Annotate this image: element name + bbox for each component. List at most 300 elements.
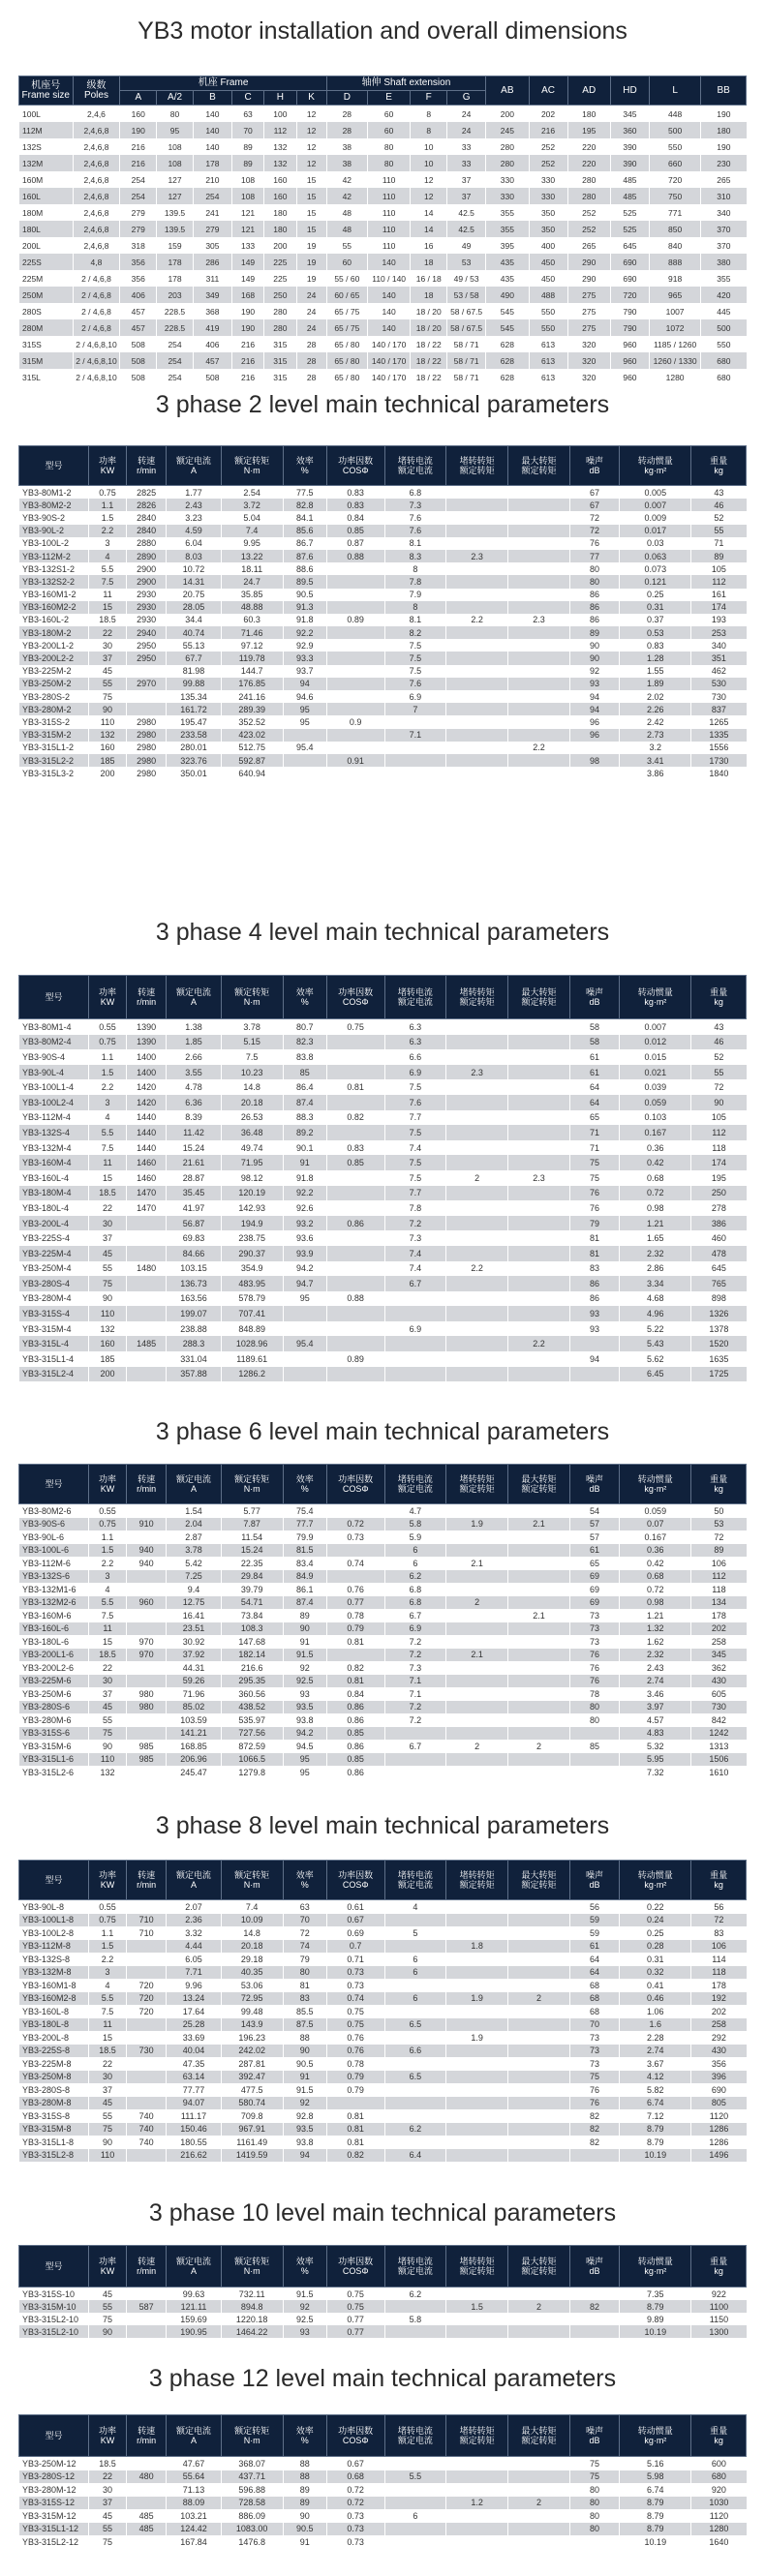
pole10-table xyxy=(18,2245,747,2338)
value-cell xyxy=(508,2071,570,2084)
value-cell: 7.25 xyxy=(167,1570,222,1584)
value-cell: 0.76 xyxy=(326,1583,384,1596)
value-cell: 2 xyxy=(508,1740,570,1753)
value-cell xyxy=(508,486,570,500)
value-cell xyxy=(127,1230,167,1246)
table-row xyxy=(19,2535,747,2549)
dimension-cell: 220 xyxy=(567,155,610,171)
model-cell: YB3-160M1-2 xyxy=(19,589,89,601)
model-cell: YB3-315M-10 xyxy=(19,2300,89,2313)
dimension-cell: 2 / 4,6,8 xyxy=(73,287,120,303)
dimension-cell: 140 / 170 xyxy=(367,369,410,385)
dimension-cell: 355 xyxy=(486,221,529,237)
dimension-cell: 139.5 xyxy=(157,221,194,237)
column-header: 重量 kg xyxy=(691,1465,747,1504)
value-cell: 5.77 xyxy=(221,1504,283,1518)
pole8-table xyxy=(18,1860,747,2162)
value-cell xyxy=(446,1966,508,1980)
model-cell: YB3-315L2-4 xyxy=(19,1367,89,1382)
value-cell: 30 xyxy=(89,2071,127,2084)
dimension-cell: 112 xyxy=(264,122,296,138)
value-cell: 68 xyxy=(569,1992,619,2006)
column-header: 型号 xyxy=(19,2415,89,2457)
value-cell: 75 xyxy=(89,690,127,703)
value-cell: 91 xyxy=(283,1155,326,1170)
value-cell: 93.3 xyxy=(283,652,326,664)
value-cell: 92 xyxy=(569,665,619,678)
value-cell: 11.42 xyxy=(167,1125,222,1140)
table-row xyxy=(19,1609,747,1622)
value-cell xyxy=(446,1321,508,1337)
dimension-cell: 180 xyxy=(701,122,747,138)
dimension-cell: 10 xyxy=(411,155,447,171)
value-cell: 5.95 xyxy=(620,1753,691,1767)
value-cell: 2950 xyxy=(127,639,167,652)
value-cell: 345 xyxy=(691,1649,747,1662)
table-row xyxy=(19,1753,747,1767)
column-header: BB xyxy=(701,76,747,106)
value-cell: 103.21 xyxy=(167,2509,222,2523)
value-cell: 290.37 xyxy=(221,1246,283,1261)
value-cell: 5.5 xyxy=(89,1125,127,1140)
value-cell: 69.83 xyxy=(167,1230,222,1246)
value-cell: 2950 xyxy=(127,652,167,664)
model-cell: YB3-132M-8 xyxy=(19,1966,89,1980)
value-cell: 68 xyxy=(569,1979,619,1992)
model-cell: YB3-200L2-6 xyxy=(19,1661,89,1675)
value-cell: 18.5 xyxy=(89,1186,127,1201)
value-cell: 0.76 xyxy=(326,2031,384,2045)
value-cell: 136.73 xyxy=(167,1276,222,1291)
value-cell: 842 xyxy=(691,1713,747,1727)
frame-size-cell: 160L xyxy=(19,188,74,204)
value-cell xyxy=(446,2018,508,2032)
dimension-cell: 140 xyxy=(193,138,231,155)
table-row xyxy=(19,237,747,254)
value-cell: 85.02 xyxy=(167,1701,222,1714)
dimension-cell: 65 / 80 xyxy=(326,336,367,352)
dimension-cell: 2 / 4,6,8,10 xyxy=(73,369,120,385)
value-cell xyxy=(127,1953,167,1966)
value-cell: 0.77 xyxy=(326,2313,384,2325)
model-cell: YB3-160M1-8 xyxy=(19,1979,89,1992)
dimension-cell: 80 xyxy=(367,155,410,171)
value-cell: 0.36 xyxy=(620,1544,691,1558)
model-cell: YB3-200L2-2 xyxy=(19,652,89,664)
model-cell: YB3-315S-8 xyxy=(19,2109,89,2123)
value-cell: 478 xyxy=(691,1246,747,1261)
value-cell xyxy=(127,2057,167,2071)
model-cell: YB3-90S-4 xyxy=(19,1049,89,1065)
dimension-cell: 140 xyxy=(367,303,410,319)
dimension-cell: 349 xyxy=(193,287,231,303)
value-cell: 89.5 xyxy=(283,575,326,588)
value-cell: 80 xyxy=(569,2497,619,2510)
value-cell: 196.23 xyxy=(221,2031,283,2045)
value-cell: 7.5 xyxy=(89,1140,127,1156)
value-cell xyxy=(326,1095,384,1110)
value-cell: 7.4 xyxy=(384,1246,446,1261)
value-cell: 206.96 xyxy=(167,1753,222,1767)
value-cell: 11 xyxy=(89,589,127,601)
table-row xyxy=(19,742,747,754)
value-cell: 94.7 xyxy=(283,1276,326,1291)
value-cell: 4 xyxy=(89,1979,127,1992)
table-row xyxy=(19,352,747,369)
value-cell: 7.7 xyxy=(384,1110,446,1126)
value-cell xyxy=(446,2535,508,2549)
dimension-cell: 28 xyxy=(296,369,326,385)
value-cell xyxy=(446,525,508,537)
value-cell xyxy=(446,1125,508,1140)
dimension-cell: 140 / 170 xyxy=(367,352,410,369)
value-cell: 85.6 xyxy=(283,525,326,537)
value-cell: 105 xyxy=(691,562,747,575)
model-cell: YB3-315L2-6 xyxy=(19,1766,89,1779)
value-cell: 480 xyxy=(127,2470,167,2484)
value-cell: 6.7 xyxy=(384,1740,446,1753)
dimension-cell: 254 xyxy=(193,188,231,204)
dimension-cell: 4,8 xyxy=(73,254,120,270)
value-cell: 1640 xyxy=(691,2535,747,2549)
value-cell xyxy=(127,2097,167,2110)
value-cell xyxy=(508,1216,570,1231)
model-cell: YB3-280M-12 xyxy=(19,2483,89,2497)
model-cell: YB3-112M-4 xyxy=(19,1110,89,1126)
value-cell xyxy=(446,1049,508,1065)
value-cell: 121.11 xyxy=(167,2300,222,2313)
table-row xyxy=(19,1992,747,2006)
value-cell: 6.74 xyxy=(620,2097,691,2110)
value-cell: 75.4 xyxy=(283,1504,326,1518)
model-cell: YB3-80M2-6 xyxy=(19,1504,89,1518)
value-cell: 2.66 xyxy=(167,1049,222,1065)
value-cell: 80 xyxy=(569,2509,619,2523)
column-header: 功率因数 COSΦ xyxy=(326,2246,384,2288)
value-cell: 730 xyxy=(127,2045,167,2058)
value-cell: 176.85 xyxy=(221,678,283,690)
value-cell: 0.103 xyxy=(620,1110,691,1126)
column-header: 功率因数 COSΦ xyxy=(326,446,384,486)
value-cell: 430 xyxy=(691,1675,747,1688)
value-cell: 76 xyxy=(569,1186,619,1201)
dimension-cell: 12 xyxy=(296,122,326,138)
value-cell xyxy=(127,1713,167,1727)
value-cell: 91.8 xyxy=(283,614,326,626)
value-cell: 168.85 xyxy=(167,1740,222,1753)
table-row xyxy=(19,2005,747,2018)
dimension-cell: 311 xyxy=(193,270,231,287)
dimension-cell: 178 xyxy=(157,254,194,270)
dimension-cell: 19 xyxy=(296,254,326,270)
value-cell: 0.81 xyxy=(326,2136,384,2149)
value-cell: 85 xyxy=(569,1740,619,1753)
value-cell xyxy=(446,1530,508,1544)
column-header: 机座 Frame xyxy=(120,76,326,91)
value-cell: 0.98 xyxy=(620,1200,691,1216)
value-cell: 45 xyxy=(89,1246,127,1261)
column-header: 转速 r/min xyxy=(127,1861,167,1900)
value-cell: 7.5 xyxy=(89,2005,127,2018)
model-cell: YB3-250M-12 xyxy=(19,2457,89,2470)
value-cell: 0.46 xyxy=(620,1992,691,2006)
value-cell: 118 xyxy=(691,1140,747,1156)
value-cell xyxy=(569,2535,619,2549)
value-cell: 7.7 xyxy=(384,1186,446,1201)
value-cell: 2 xyxy=(446,1170,508,1186)
value-cell: 5.9 xyxy=(384,1530,446,1544)
value-cell xyxy=(326,1504,384,1518)
value-cell: 75 xyxy=(569,2071,619,2084)
value-cell: 1480 xyxy=(127,1261,167,1277)
value-cell: 2.28 xyxy=(620,2031,691,2045)
value-cell: 40.35 xyxy=(221,1966,283,1980)
value-cell: 0.007 xyxy=(620,1019,691,1035)
value-cell: 14.8 xyxy=(221,1926,283,1940)
model-cell: YB3-280M-4 xyxy=(19,1291,89,1307)
dimension-cell: 2,4,6,8 xyxy=(73,204,120,221)
value-cell: 167.84 xyxy=(167,2535,222,2549)
column-header: 型号 xyxy=(19,446,89,486)
value-cell: 7.4 xyxy=(221,1900,283,1914)
table-row xyxy=(19,1351,747,1367)
model-cell: YB3-280M-8 xyxy=(19,2097,89,2110)
value-cell: 195.47 xyxy=(167,715,222,728)
table-row xyxy=(19,499,747,511)
table-row xyxy=(19,1291,747,1307)
dimension-cell: 190 xyxy=(231,319,263,336)
value-cell: 740 xyxy=(127,2123,167,2137)
value-cell: 75 xyxy=(89,2123,127,2137)
value-cell xyxy=(446,1230,508,1246)
value-cell: 2970 xyxy=(127,678,167,690)
value-cell xyxy=(569,742,619,754)
value-cell: 95 xyxy=(283,703,326,715)
model-cell: YB3-112M-8 xyxy=(19,1940,89,1954)
value-cell: 2.87 xyxy=(167,1530,222,1544)
value-cell: 0.71 xyxy=(326,1953,384,1966)
value-cell: 2.73 xyxy=(620,729,691,742)
column-header: 最大转矩 额定转矩 xyxy=(508,1465,570,1504)
value-cell: 872.59 xyxy=(221,1740,283,1753)
value-cell: 74 xyxy=(283,1940,326,1954)
dimension-cell: 500 xyxy=(649,122,700,138)
value-cell: 90 xyxy=(89,1291,127,1307)
table-row xyxy=(19,2031,747,2045)
dimension-cell: 450 xyxy=(529,270,567,287)
value-cell: 18.5 xyxy=(89,614,127,626)
value-cell: 73 xyxy=(569,1609,619,1622)
value-cell xyxy=(446,1713,508,1727)
value-cell: 0.68 xyxy=(326,2470,384,2484)
value-cell: 4 xyxy=(384,1900,446,1914)
model-cell: YB3-315S-12 xyxy=(19,2497,89,2510)
value-cell: 980 xyxy=(127,1701,167,1714)
value-cell: 52 xyxy=(691,1049,747,1065)
value-cell: 6 xyxy=(384,2509,446,2523)
value-cell: 360.56 xyxy=(221,1687,283,1701)
value-cell: 52 xyxy=(691,511,747,524)
dimension-cell: 660 xyxy=(649,155,700,171)
value-cell: 2.86 xyxy=(620,1261,691,1277)
value-cell xyxy=(127,690,167,703)
value-cell xyxy=(127,1530,167,1544)
value-cell: 45 xyxy=(89,2097,127,2110)
value-cell: 12.75 xyxy=(167,1596,222,1610)
value-cell: 1.5 xyxy=(89,1544,127,1558)
value-cell xyxy=(127,1321,167,1337)
value-cell: 93.5 xyxy=(283,1701,326,1714)
value-cell xyxy=(127,2149,167,2163)
value-cell: 1028.96 xyxy=(221,1336,283,1351)
dimension-cell: 33 xyxy=(447,138,486,155)
dimension-cell: 63 xyxy=(231,106,263,123)
value-cell xyxy=(446,2136,508,2149)
value-cell: 1840 xyxy=(691,767,747,779)
model-cell: YB3-90L-2 xyxy=(19,525,89,537)
value-cell: 340 xyxy=(691,639,747,652)
value-cell xyxy=(508,2523,570,2536)
value-cell xyxy=(569,2313,619,2325)
table-row xyxy=(19,715,747,728)
value-cell xyxy=(384,767,446,779)
dimension-cell: 48 xyxy=(326,221,367,237)
value-cell: 39.79 xyxy=(221,1583,283,1596)
value-cell: 59.26 xyxy=(167,1675,222,1688)
column-header: L xyxy=(649,76,700,106)
value-cell: 94.5 xyxy=(283,1740,326,1753)
value-cell: 7.2 xyxy=(384,1649,446,1662)
column-header: AB xyxy=(486,76,529,106)
value-cell xyxy=(508,2083,570,2097)
value-cell: 6.9 xyxy=(384,1321,446,1337)
dimension-cell: 254 xyxy=(120,188,157,204)
dimension-cell: 180 xyxy=(264,204,296,221)
dimension-cell: 645 xyxy=(610,237,649,254)
dimension-cell: 245 xyxy=(486,122,529,138)
value-cell: 56 xyxy=(569,1900,619,1914)
value-cell xyxy=(127,1367,167,1382)
dimension-cell: 42 xyxy=(326,188,367,204)
value-cell: 35.85 xyxy=(221,589,283,601)
value-cell: 18.5 xyxy=(89,2045,127,2058)
value-cell: 70 xyxy=(283,1914,326,1927)
value-cell xyxy=(446,537,508,550)
value-cell: 0.07 xyxy=(620,1518,691,1531)
dimension-cell: 190 xyxy=(701,106,747,123)
table-row xyxy=(19,2457,747,2470)
value-cell: 1.62 xyxy=(620,1635,691,1649)
frame-size-cell: 180L xyxy=(19,221,74,237)
value-cell: 4.57 xyxy=(620,1713,691,1727)
value-cell xyxy=(446,1953,508,1966)
value-cell: 15.24 xyxy=(221,1544,283,1558)
value-cell: 2.1 xyxy=(508,1609,570,1622)
column-subheader: D xyxy=(326,91,367,106)
value-cell: 7.2 xyxy=(384,1701,446,1714)
value-cell: 94 xyxy=(283,2149,326,2163)
model-cell: YB3-315M-8 xyxy=(19,2123,89,2137)
value-cell: 73 xyxy=(569,1635,619,1649)
value-cell: 0.53 xyxy=(620,626,691,639)
value-cell: 2.1 xyxy=(508,1518,570,1531)
value-cell: 0.89 xyxy=(326,614,384,626)
value-cell: 142.93 xyxy=(221,1200,283,1216)
value-cell: 92.8 xyxy=(283,2109,326,2123)
value-cell xyxy=(446,2457,508,2470)
value-cell xyxy=(326,690,384,703)
value-cell: 53.06 xyxy=(221,1979,283,1992)
value-cell: 0.167 xyxy=(620,1530,691,1544)
value-cell: 3.86 xyxy=(620,767,691,779)
value-cell: 114 xyxy=(691,1953,747,1966)
value-cell xyxy=(446,639,508,652)
table-row xyxy=(19,1276,747,1291)
table-row xyxy=(19,171,747,188)
value-cell: 6.2 xyxy=(384,1570,446,1584)
value-cell: 0.72 xyxy=(620,1583,691,1596)
value-cell: 0.91 xyxy=(326,754,384,767)
value-cell: 61 xyxy=(569,1049,619,1065)
frame-size-cell: 180M xyxy=(19,204,74,221)
column-header: 最大转矩 额定转矩 xyxy=(508,446,570,486)
value-cell: 1.8 xyxy=(446,1940,508,1954)
value-cell xyxy=(508,2031,570,2045)
value-cell: 47.67 xyxy=(167,2457,222,2470)
model-cell: YB3-132S2-2 xyxy=(19,575,89,588)
model-cell: YB3-280S-4 xyxy=(19,1276,89,1291)
value-cell: 55 xyxy=(89,2109,127,2123)
model-cell: YB3-200L1-6 xyxy=(19,1649,89,1662)
value-cell: 1335 xyxy=(691,729,747,742)
value-cell: 805 xyxy=(691,2097,747,2110)
frame-size-cell: 315M xyxy=(19,352,74,369)
value-cell xyxy=(508,1276,570,1291)
value-cell xyxy=(508,1110,570,1126)
table-row xyxy=(19,138,747,155)
model-cell: YB3-280M-2 xyxy=(19,703,89,715)
value-cell: 90 xyxy=(283,2509,326,2523)
value-cell: 0.83 xyxy=(326,499,384,511)
value-cell: 0.75 xyxy=(89,1035,127,1050)
dimension-cell: 2 / 4,6,8 xyxy=(73,303,120,319)
column-header: 噪声 dB xyxy=(569,446,619,486)
pole12-title: 3 phase 12 level main technical parameters xyxy=(148,2365,617,2392)
value-cell: 437.71 xyxy=(221,2470,283,2484)
dimension-cell: 628 xyxy=(486,369,529,385)
value-cell: 202 xyxy=(691,2005,747,2018)
value-cell xyxy=(384,1766,446,1779)
value-cell: 161.72 xyxy=(167,703,222,715)
value-cell xyxy=(446,754,508,767)
value-cell xyxy=(569,2325,619,2338)
value-cell: 2.74 xyxy=(620,2045,691,2058)
dimension-cell: 110 xyxy=(367,188,410,204)
value-cell xyxy=(508,1200,570,1216)
value-cell: 2.04 xyxy=(167,1518,222,1531)
value-cell: 7.4 xyxy=(384,1140,446,1156)
frame-size-cell: 132S xyxy=(19,138,74,155)
value-cell xyxy=(326,678,384,690)
value-cell xyxy=(508,1635,570,1649)
dimension-cell: 42.5 xyxy=(447,221,486,237)
value-cell xyxy=(508,1230,570,1246)
frame-size-cell: 132M xyxy=(19,155,74,171)
value-cell: 92.6 xyxy=(283,1200,326,1216)
value-cell: 1242 xyxy=(691,1727,747,1741)
table-row xyxy=(19,1079,747,1095)
value-cell xyxy=(384,1351,446,1367)
